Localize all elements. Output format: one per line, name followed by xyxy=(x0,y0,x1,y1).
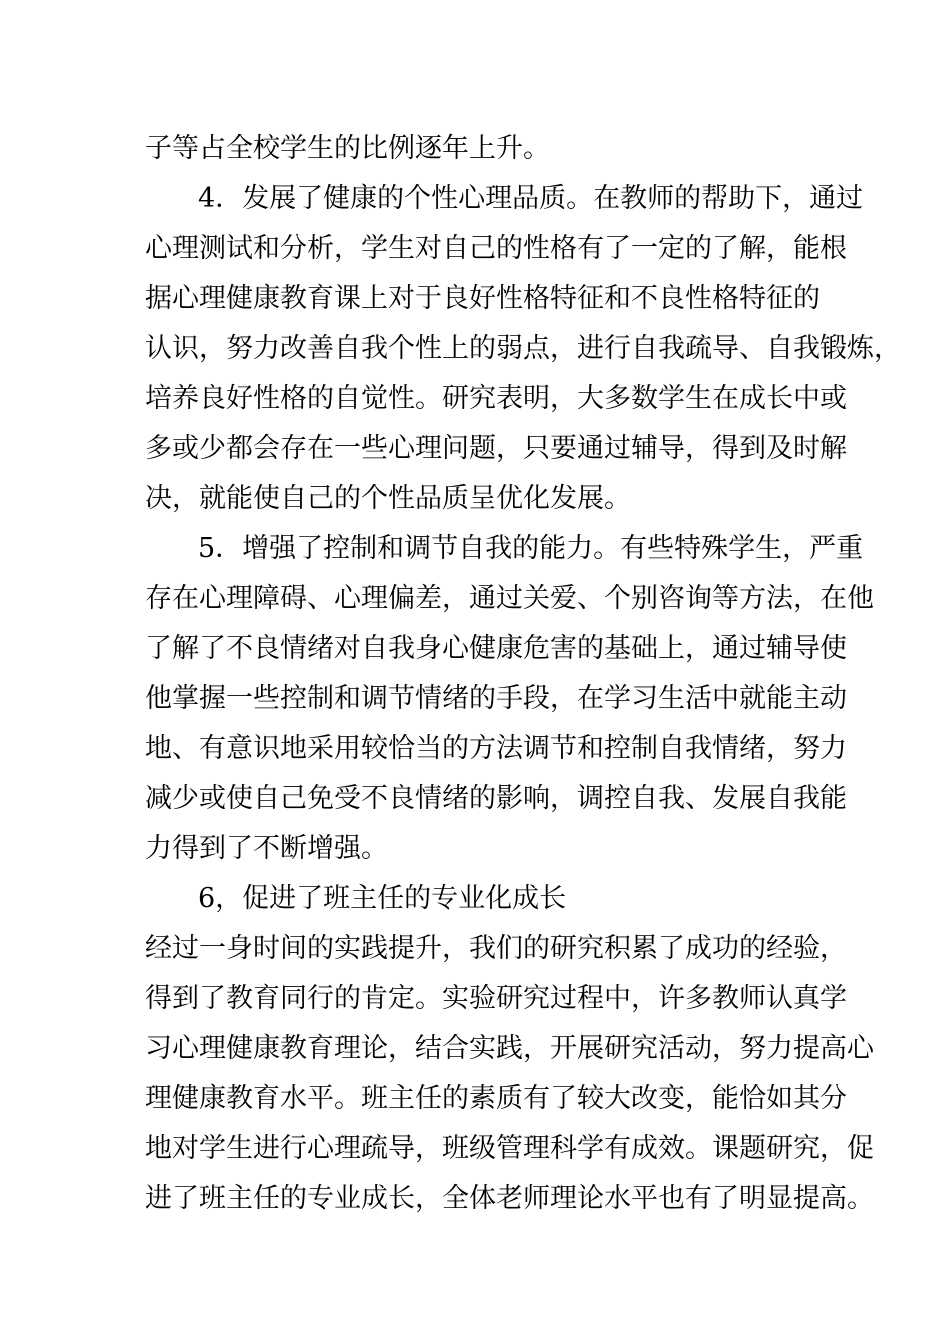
text-line-12: 他掌握一些控制和调节情绪的手段，在学习生活中就能主动 xyxy=(145,683,847,714)
text-line-1: 子等占全校学生的比例逐年上升。 xyxy=(145,133,550,164)
section-heading-6: 6，促进了班主任的专业化成长 xyxy=(198,883,567,914)
text-line-2: 4．发展了健康的个性心理品质。在教师的帮助下，通过 xyxy=(198,183,864,214)
text-line-13: 地、有意识地采用较恰当的方法调节和控制自我情绪，努力 xyxy=(145,733,847,764)
text-line-3: 心理测试和分析，学生对自己的性格有了一定的了解，能根 xyxy=(145,233,847,264)
text-line-17: 经过一身时间的实践提升，我们的研究积累了成功的经验， xyxy=(145,933,847,964)
text-line-7: 多或少都会存在一些心理问题，只要通过辅导，得到及时解 xyxy=(145,433,847,464)
text-line-9: 5．增强了控制和调节自我的能力。有些特殊学生，严重 xyxy=(198,533,864,564)
text-line-5: 认识，努力改善自我个性上的弱点，进行自我疏导、自我锻炼， xyxy=(145,333,901,364)
text-line-19: 习心理健康教育理论，结合实践，开展研究活动，努力提高心 xyxy=(145,1033,874,1064)
text-line-11: 了解了不良情绪对自我身心健康危害的基础上，通过辅导使 xyxy=(145,633,847,664)
text-line-18: 得到了教育同行的肯定。实验研究过程中，许多教师认真学 xyxy=(145,983,847,1014)
text-line-14: 减少或使自己免受不良情绪的影响，调控自我、发展自我能 xyxy=(145,783,847,814)
text-line-20: 理健康教育水平。班主任的素质有了较大改变，能恰如其分 xyxy=(145,1083,847,1114)
text-line-4: 据心理健康教育课上对于良好性格特征和不良性格特征的 xyxy=(145,283,820,314)
text-line-15: 力得到了不断增强。 xyxy=(145,833,388,864)
text-line-21: 地对学生进行心理疏导，班级管理科学有成效。课题研究，促 xyxy=(145,1133,874,1164)
text-line-8: 决，就能使自己的个性品质呈优化发展。 xyxy=(145,483,631,514)
text-line-22: 进了班主任的专业成长，全体老师理论水平也有了明显提高。 xyxy=(145,1183,874,1214)
text-line-6: 培养良好性格的自觉性。研究表明，大多数学生在成长中或 xyxy=(145,383,847,414)
text-line-10: 存在心理障碍、心理偏差，通过关爱、个别咨询等方法，在他 xyxy=(145,583,874,614)
